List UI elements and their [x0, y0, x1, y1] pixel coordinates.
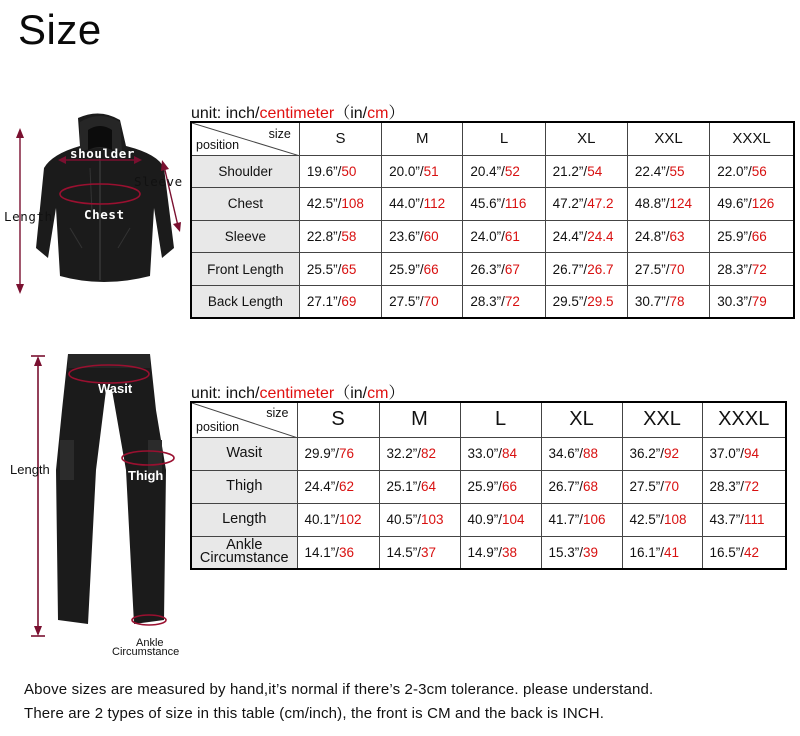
size-value-cell [382, 220, 463, 253]
size-value-cell [541, 470, 622, 503]
cm-value: 37 [421, 544, 437, 560]
row-label-text: Thigh [226, 478, 263, 494]
inch-value: 16.5”/ [709, 544, 745, 560]
size-value-cell [460, 503, 541, 536]
size-value-cell [710, 155, 794, 188]
size-value-cell [541, 437, 622, 470]
cm-value: 54 [587, 163, 603, 179]
inch-value: 24.4”/ [552, 228, 588, 244]
inch-value: 34.6”/ [548, 446, 584, 461]
inch-value: 26.3”/ [470, 261, 505, 277]
inch-value: 32.2”/ [386, 446, 422, 461]
size-value-cell [545, 285, 627, 318]
cm-value: 70 [669, 261, 685, 277]
size-value-cell [627, 188, 709, 221]
size-value-cell [297, 503, 379, 536]
cm-value: 66 [751, 228, 767, 244]
cm-value: 82 [421, 446, 437, 461]
size-value-cell [541, 536, 622, 569]
unit-paren-close: ） [388, 385, 405, 402]
inch-value: 22.4”/ [634, 163, 670, 179]
unit-cm: cm [367, 385, 389, 402]
cm-value: 66 [423, 261, 439, 277]
inch-value: 25.1”/ [386, 479, 422, 494]
inch-value: 21.2”/ [552, 163, 588, 179]
note-line-1: Above sizes are measured by hand,it’s normal if there’s 2-3cm tolerance. please understand. [24, 681, 654, 698]
cm-value: 55 [669, 163, 685, 179]
size-value-cell [379, 437, 460, 470]
size-value-cell [379, 470, 460, 503]
corner-cell [191, 122, 299, 155]
size-value-cell [463, 253, 545, 286]
size-value-cell [382, 285, 463, 318]
inch-value: 41.7”/ [548, 512, 584, 527]
size-value-cell [627, 220, 709, 253]
corner-position-label: position [196, 137, 240, 152]
unit-metric: centimeter [259, 385, 335, 402]
label-circumstance: Circumstance [112, 646, 180, 658]
size-value-cell [622, 437, 702, 470]
inch-value: 47.2”/ [552, 196, 588, 212]
cm-value: 94 [744, 446, 760, 461]
size-value-cell [622, 536, 702, 569]
label-chest: Chest [84, 207, 125, 222]
row-label [191, 155, 299, 188]
inch-value: 42.5”/ [306, 196, 342, 212]
label-sleeve: Sleeve [134, 174, 183, 189]
inch-value: 48.8”/ [634, 196, 670, 212]
page-title: Size [18, 6, 102, 53]
cm-value: 69 [341, 293, 357, 309]
cm-value: 111 [744, 512, 765, 527]
inch-value: 33.0”/ [467, 446, 503, 461]
inch-value: 27.5”/ [389, 293, 424, 309]
cm-value: 66 [502, 479, 518, 494]
size-value-cell [463, 285, 545, 318]
cm-value: 104 [502, 512, 525, 527]
cm-value: 26.7 [587, 261, 614, 277]
cm-value: 72 [504, 293, 520, 309]
inch-value: 25.9”/ [389, 261, 424, 277]
size-value-cell [382, 253, 463, 286]
row-label-text: Length [222, 511, 267, 527]
size-value-cell [382, 188, 463, 221]
cm-value: 116 [504, 196, 527, 212]
inch-value: 26.7”/ [548, 479, 584, 494]
size-value-cell [541, 503, 622, 536]
inch-value: 20.0”/ [389, 163, 424, 179]
size-value-cell [702, 536, 786, 569]
inch-value: 30.3”/ [717, 293, 752, 309]
size-value-cell [299, 220, 381, 253]
unit-inch: in [350, 105, 363, 122]
row-label-text: Sleeve [224, 228, 267, 244]
cm-value: 62 [339, 479, 355, 494]
unit-paren-open: （ [334, 385, 351, 402]
jacket-figure-icon [8, 108, 190, 298]
row-label [191, 536, 297, 569]
size-value-cell [460, 470, 541, 503]
size-value-cell [702, 470, 786, 503]
row-label-text: Front Length [207, 261, 284, 277]
size-value-cell [545, 220, 627, 253]
size-value-cell [622, 470, 702, 503]
row-label [191, 220, 299, 253]
size-value-cell [702, 437, 786, 470]
size-value-cell [299, 285, 381, 318]
inch-value: 37.0”/ [709, 446, 745, 461]
cm-value: 47.2 [587, 196, 614, 212]
cm-value: 41 [664, 544, 680, 560]
corner-cell [191, 402, 297, 437]
inch-value: 36.2”/ [629, 446, 665, 461]
cm-value: 70 [664, 479, 680, 494]
unit-prefix: unit: inch/ [191, 385, 260, 402]
size-value-cell [545, 253, 627, 286]
size-header-l: L [463, 122, 545, 155]
size-value-cell [710, 285, 794, 318]
table-header-row [191, 402, 786, 437]
inch-value: 49.6”/ [717, 196, 752, 212]
row-label [191, 253, 299, 286]
cm-value: 108 [664, 512, 687, 527]
inch-value: 22.8”/ [306, 228, 342, 244]
pants-unit-line [191, 380, 404, 403]
inch-value: 19.6”/ [306, 163, 342, 179]
cm-value: 42 [744, 544, 760, 560]
label-length: Length [4, 209, 53, 224]
inch-value: 43.7”/ [709, 512, 745, 527]
inch-value: 40.5”/ [386, 512, 422, 527]
jacket-unit-line [191, 100, 404, 123]
row-label-text: Ankle [226, 537, 263, 554]
cm-value: 39 [583, 544, 599, 560]
inch-value: 16.1”/ [629, 544, 665, 560]
table-row [191, 220, 794, 253]
unit-prefix: unit: inch/ [191, 105, 260, 122]
cm-value: 88 [583, 446, 599, 461]
cm-value: 108 [341, 196, 364, 212]
cm-value: 52 [504, 163, 520, 179]
inch-value: 28.3”/ [470, 293, 505, 309]
size-value-cell [627, 253, 709, 286]
unit-paren-close: ） [388, 105, 405, 122]
cm-value: 72 [744, 479, 760, 494]
size-value-cell [297, 470, 379, 503]
unit-slash: / [362, 105, 368, 122]
inch-value: 24.0”/ [470, 228, 505, 244]
cm-value: 50 [341, 163, 357, 179]
size-value-cell [463, 220, 545, 253]
label-waist: Wasit [98, 381, 133, 396]
size-value-cell [627, 285, 709, 318]
cm-value: 126 [751, 196, 775, 212]
label-pants-length: Length [10, 462, 50, 477]
cm-value: 64 [421, 479, 437, 494]
size-value-cell [545, 155, 627, 188]
size-header-l: L [460, 402, 541, 437]
cm-value: 56 [751, 163, 767, 179]
row-label [191, 470, 297, 503]
row-label-text: Back Length [207, 293, 283, 309]
table-row [191, 536, 786, 569]
cm-value: 51 [423, 163, 439, 179]
size-value-cell [710, 188, 794, 221]
size-value-cell [460, 536, 541, 569]
jacket-size-table [190, 121, 795, 319]
inch-value: 45.6”/ [470, 196, 505, 212]
cm-value: 58 [341, 228, 357, 244]
size-header-xxxl: XXXL [702, 402, 786, 437]
table-row [191, 155, 794, 188]
size-value-cell [545, 188, 627, 221]
inch-value: 25.5”/ [306, 261, 342, 277]
inch-value: 20.4”/ [470, 163, 505, 179]
inch-value: 25.9”/ [467, 479, 503, 494]
inch-value: 15.3”/ [548, 544, 584, 560]
inch-value: 28.3”/ [717, 261, 752, 277]
inch-value: 29.5”/ [552, 293, 588, 309]
cm-value: 38 [502, 544, 518, 560]
row-label [191, 188, 299, 221]
inch-value: 26.7”/ [552, 261, 588, 277]
cm-value: 70 [423, 293, 439, 309]
size-header-xl: XL [541, 402, 622, 437]
inch-value: 28.3”/ [709, 479, 745, 494]
cm-value: 29.5 [587, 293, 614, 309]
pants-size-table [190, 401, 787, 570]
cm-value: 106 [583, 512, 606, 527]
size-header-m: M [379, 402, 460, 437]
unit-cm: cm [367, 105, 389, 122]
size-value-cell [299, 253, 381, 286]
size-value-cell [627, 155, 709, 188]
cm-value: 79 [751, 293, 767, 309]
cm-value: 124 [669, 196, 692, 212]
row-label-text: Circumstance [199, 550, 289, 567]
inch-value: 14.1”/ [304, 544, 340, 560]
cm-value: 84 [502, 446, 518, 461]
cm-value: 63 [669, 228, 685, 244]
cm-value: 61 [504, 228, 520, 244]
size-header-s: S [299, 122, 381, 155]
cm-value: 67 [504, 261, 520, 277]
label-ankle: Ankle [136, 637, 164, 649]
table-row [191, 470, 786, 503]
size-header-m: M [382, 122, 463, 155]
size-value-cell [297, 536, 379, 569]
cm-value: 92 [664, 446, 680, 461]
corner-size-label: size [266, 406, 289, 420]
corner-size-label: size [268, 127, 291, 141]
inch-value: 22.0”/ [717, 163, 752, 179]
inch-value: 24.8”/ [634, 228, 670, 244]
unit-paren-open: （ [334, 105, 351, 122]
cm-value: 68 [583, 479, 599, 494]
size-value-cell [297, 437, 379, 470]
cm-value: 102 [339, 512, 362, 527]
cm-value: 72 [751, 261, 767, 277]
inch-value: 24.4”/ [304, 479, 340, 494]
inch-value: 14.5”/ [386, 544, 422, 560]
inch-value: 40.9”/ [467, 512, 503, 527]
size-value-cell [710, 253, 794, 286]
row-label-text: Wasit [226, 445, 263, 461]
row-label [191, 437, 297, 470]
inch-value: 27.5”/ [634, 261, 670, 277]
label-thigh: Thigh [128, 468, 164, 483]
size-value-cell [299, 155, 381, 188]
table-row [191, 437, 786, 470]
corner-position-label: position [196, 419, 240, 434]
unit-slash: / [362, 385, 368, 402]
inch-value: 42.5”/ [629, 512, 665, 527]
cm-value: 78 [669, 293, 685, 309]
inch-value: 40.1”/ [304, 512, 340, 527]
size-header-xxl: XXL [627, 122, 709, 155]
size-value-cell [299, 188, 381, 221]
cm-value: 36 [339, 544, 355, 560]
table-row [191, 188, 794, 221]
inch-value: 27.5”/ [629, 479, 665, 494]
cm-value: 103 [421, 512, 444, 527]
unit-metric: centimeter [259, 105, 335, 122]
size-value-cell [382, 155, 463, 188]
cm-value: 65 [341, 261, 357, 277]
inch-value: 14.9”/ [467, 544, 503, 560]
unit-inch: in [350, 385, 363, 402]
cm-value: 112 [423, 196, 446, 212]
size-value-cell [460, 437, 541, 470]
table-header-row [191, 122, 794, 155]
size-value-cell [702, 503, 786, 536]
row-label-text: Chest [227, 196, 264, 212]
inch-value: 30.7”/ [634, 293, 670, 309]
size-header-xl: XL [545, 122, 627, 155]
size-value-cell [622, 503, 702, 536]
inch-value: 23.6”/ [389, 228, 424, 244]
inch-value: 25.9”/ [717, 228, 752, 244]
table-row [191, 253, 794, 286]
size-value-cell [710, 220, 794, 253]
size-value-cell [379, 536, 460, 569]
row-label [191, 503, 297, 536]
size-value-cell [379, 503, 460, 536]
note-line-2: There are 2 types of size in this table (cm/inch), the front is CM and the back is INCH. [24, 705, 605, 722]
table-row [191, 503, 786, 536]
size-value-cell [463, 188, 545, 221]
size-header-xxl: XXL [622, 402, 702, 437]
size-header-xxxl: XXXL [710, 122, 794, 155]
size-value-cell [463, 155, 545, 188]
inch-value: 44.0”/ [389, 196, 424, 212]
label-shoulder: shoulder [70, 146, 136, 161]
cm-value: 24.4 [587, 228, 614, 244]
row-label-text: Shoulder [218, 163, 273, 179]
jacket-illustration [8, 108, 190, 298]
row-label [191, 285, 299, 318]
table-row [191, 285, 794, 318]
cm-value: 76 [339, 446, 355, 461]
inch-value: 29.9”/ [304, 446, 340, 461]
inch-value: 27.1”/ [306, 293, 342, 309]
size-header-s: S [297, 402, 379, 437]
cm-value: 60 [423, 228, 439, 244]
